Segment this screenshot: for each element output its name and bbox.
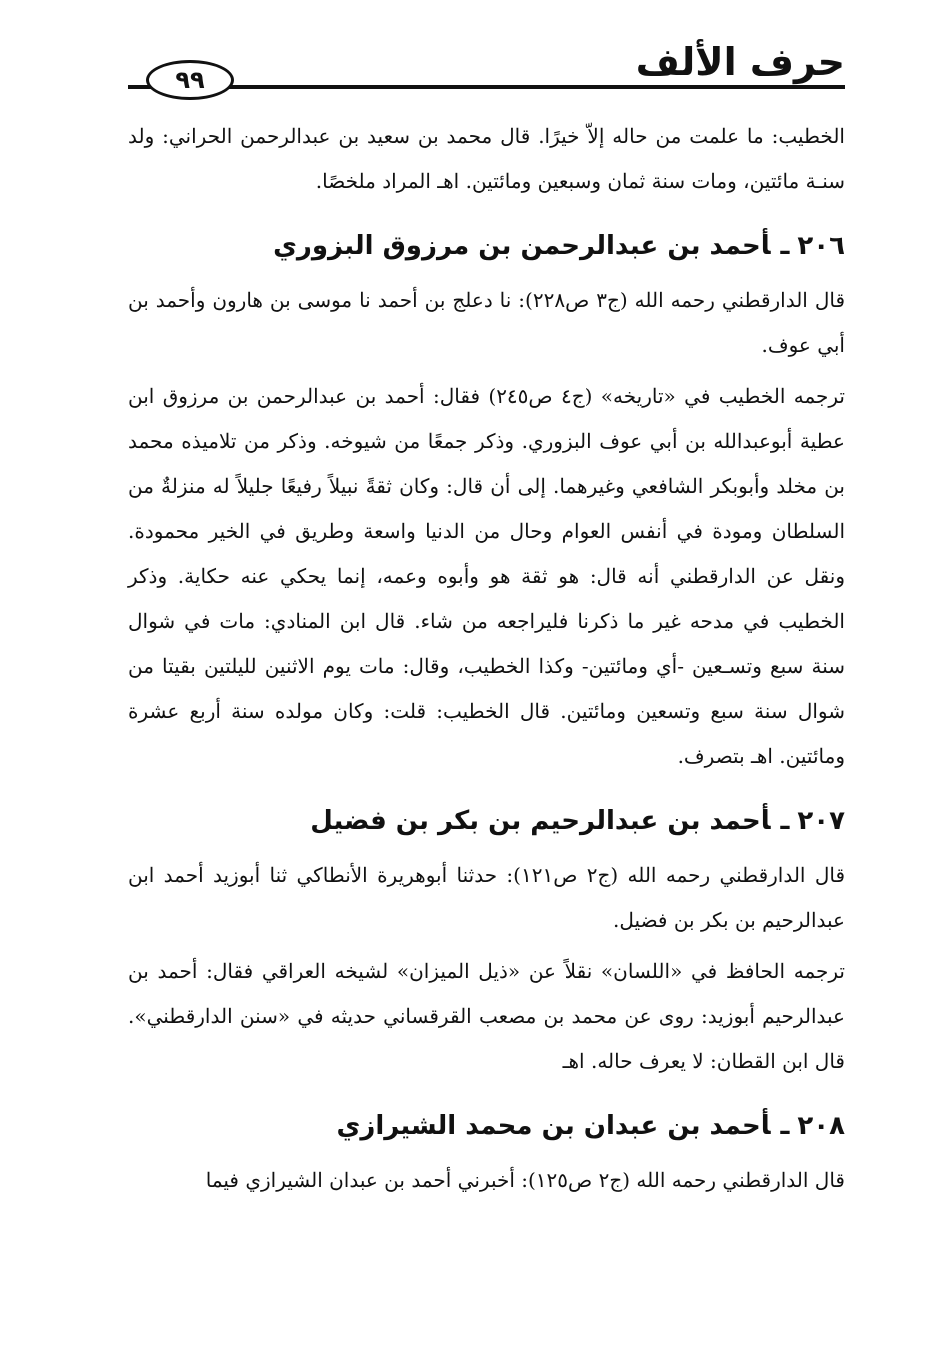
entry-paragraph: ترجمه الخطيب في «تاريخه» (ج٤ ص٢٤٥) فقال: أحمد بن عبدالرحمن بن مرزوق ابن عطية أبوعبدالله بن أبي عوف البزوري. وذكر جمعًا من شيوخه. وذكر من تلاميذه محمد بن مخلد وأبوبكر الشافعي وغيرهما. إلى أن قال: وكان ثقةً نبيلاً رفيعًا جليلاً له منزلةٌ من السلطان ومودة في أنفس العوام وحال من الدنيا واسعة وطريق في الخير محمودة. ونقل عن الدارقطني أنه قال: هو ثقة هو وأبوه وعمه، إنما يحكي عنه حكاية. وذكر الخطيب في مدحه غير ما ذكرنا فليراجعه من شاء. قال ابن المنادي: مات في شوال سنة سبع وتسـعين -أي ومائتين- وكذا الخطيب، وقال: مات يوم الاثنين لليلتين بقيتا من شوال سنة سبع وتسعين ومائتين. قال الخطيب: قلت: وكان مولده سنة أربع عشرة ومائتين. اهـ بتصرف.: [128, 384, 845, 768]
entry-heading: [128, 226, 845, 266]
entry-paragraph: قال الدارقطني رحمه الله (ج٣ ص٢٢٨): نا دعلج بن أحمد نا موسى بن هارون وأحمد بن أبي عوف.: [128, 288, 845, 357]
entry-number: ٢٠٦: [797, 231, 845, 261]
entry-207: [128, 801, 845, 1084]
entry-paragraph: ترجمه الحافظ في «اللسان» نقلاً عن «ذيل الميزان» لشيخه العراقي فقال: أحمد بن عبدالرحيم أبوزيد: روى عن محمد بن مصعب القرقساني حديثه في «سنن الدارقطني». قال ابن القطان: لا يعرف حاله. اهـ: [128, 959, 845, 1073]
page-number: [146, 60, 234, 100]
entry-heading: [128, 801, 845, 841]
entry-number: ٢٠٨: [797, 1111, 845, 1141]
intro-paragraph: الخطيب: ما علمت من حاله إلاّ خيرًا. قال محمد بن سعيد بن عبدالرحمن الحراني: ولد سنـة مائتين، ومات سنة ثمان وسبعين ومائتين. اهـ المراد ملخصًا.: [128, 124, 845, 193]
entry-208: [128, 1106, 845, 1203]
header-rule: [128, 85, 845, 89]
entry-number: ٢٠٧: [797, 806, 845, 836]
entry-206: [128, 226, 845, 779]
entry-heading: [128, 1106, 845, 1146]
entry-dash: ـ: [780, 1111, 790, 1141]
page-body: [128, 114, 845, 1203]
entry-dash: ـ: [780, 806, 790, 836]
entry-name: أحمد بن عبدالرحيم بن بكر بن فضيل: [310, 806, 771, 836]
running-header-title: حرف الألف: [635, 40, 845, 84]
entry-name: أحمد بن عبدان بن محمد الشيرازي: [336, 1111, 771, 1141]
entry-paragraph: قال الدارقطني رحمه الله (ج٢ ص١٢١): حدثنا أبوهريرة الأنطاكي ثنا أبوزيد أحمد ابن عبدالرحيم بن بكر بن فضيل.: [128, 863, 846, 932]
entry-dash: ـ: [780, 231, 790, 261]
page-number-text: ٩٩: [175, 66, 205, 94]
entry-paragraph: قال الدارقطني رحمه الله (ج٢ ص١٢٥): أخبرني أحمد بن عبدان الشيرازي فيما: [205, 1168, 845, 1192]
entry-name: أحمد بن عبدالرحمن بن مرزوق البزوري: [273, 231, 771, 261]
